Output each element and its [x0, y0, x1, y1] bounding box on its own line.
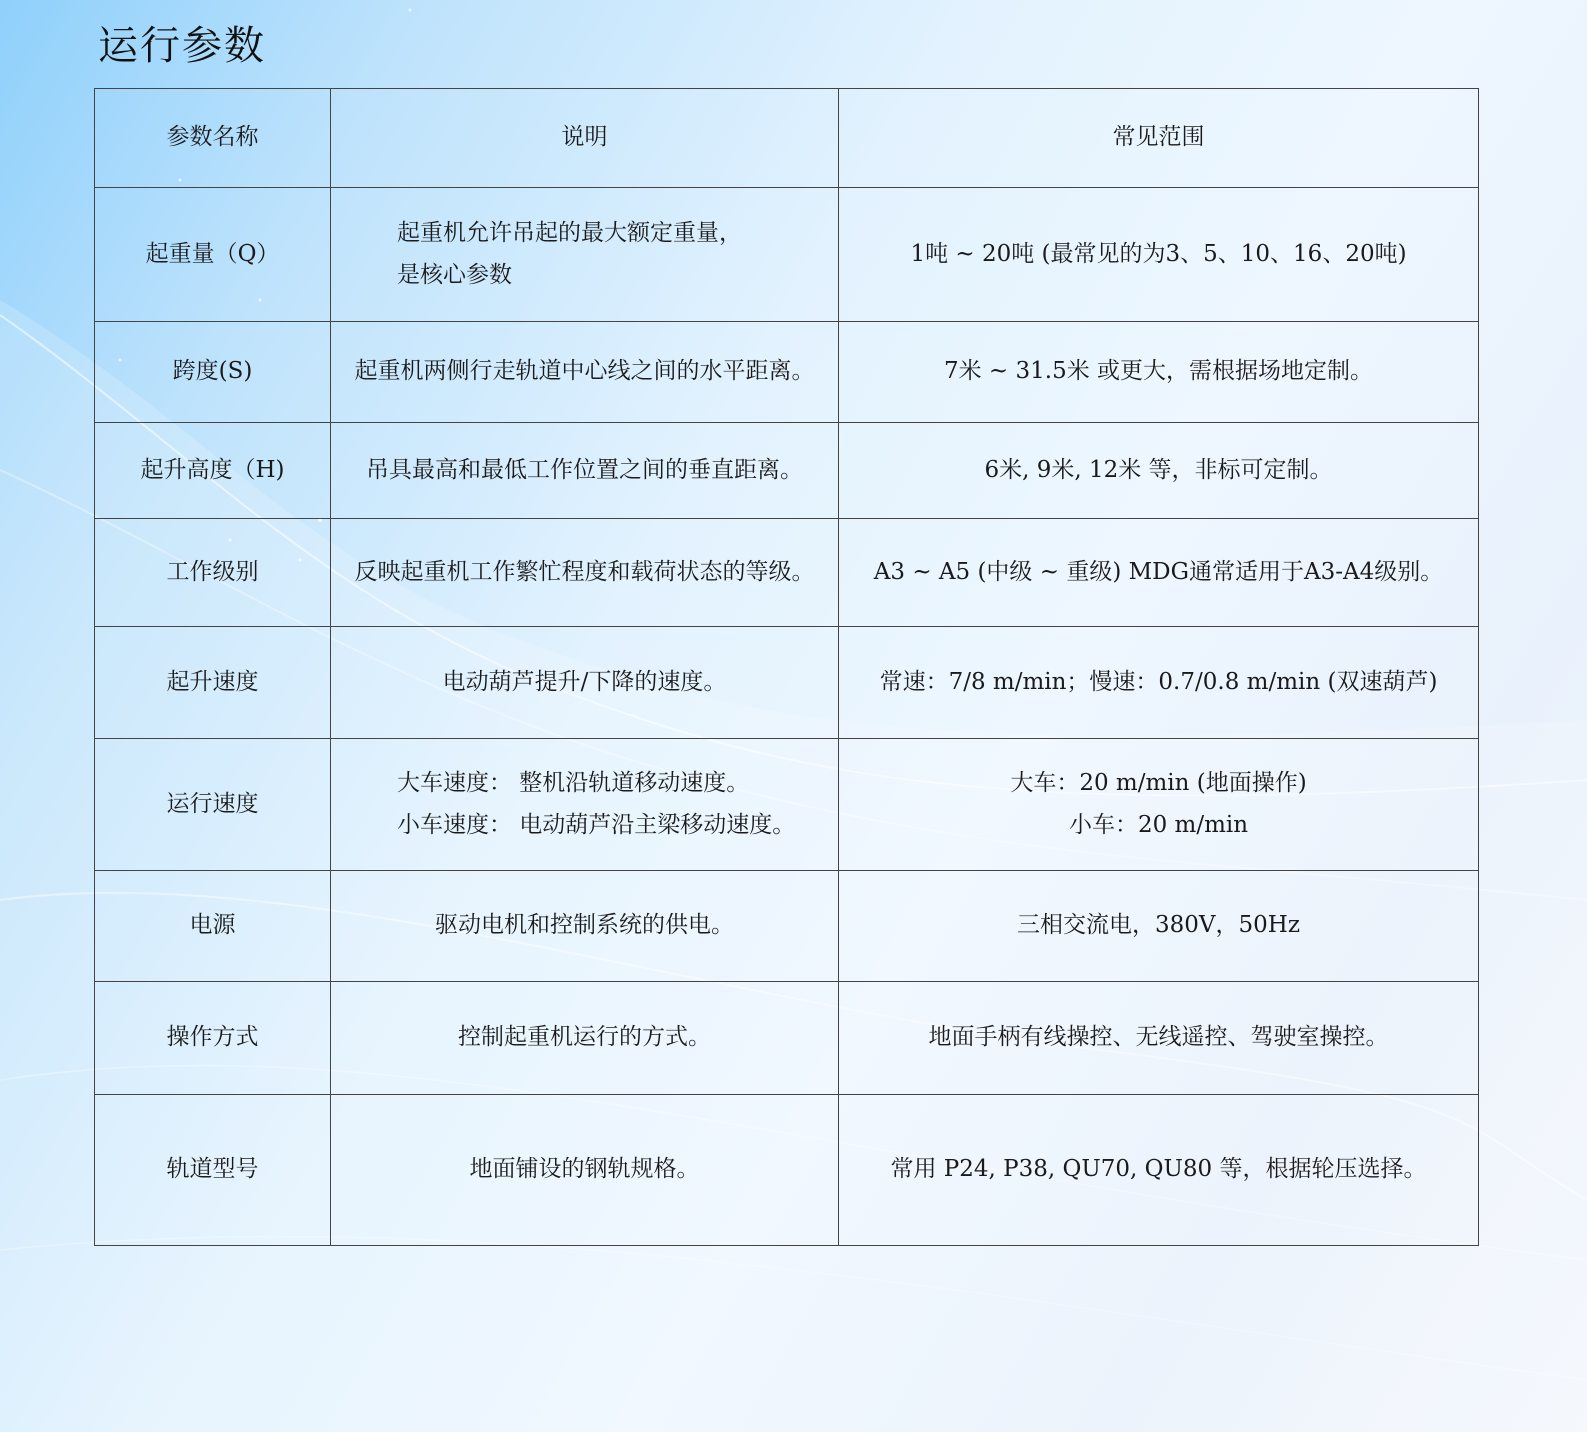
table-row — [95, 871, 1479, 982]
description-line: 起重机两侧行走轨道中心线之间的水平距离。 — [354, 358, 815, 385]
header-param-name: 参数名称 — [95, 89, 331, 188]
param-description — [331, 188, 839, 322]
param-name: 起重量（Q） — [95, 188, 331, 322]
table-row — [95, 627, 1479, 739]
range-line: 7米 ~ 31.5米 或更大，需根据场地定制。 — [943, 358, 1374, 385]
description-line: 电动葫芦提升/下降的速度。 — [442, 668, 727, 695]
description-line: 吊具最高和最低工作位置之间的垂直距离。 — [366, 456, 803, 483]
description-line: 反映起重机工作繁忙程度和载荷状态的等级。 — [354, 558, 815, 585]
table-row — [95, 739, 1479, 871]
param-name: 起升高度（H) — [95, 423, 331, 519]
range-line: 常用 P24, P38, QU70, QU80 等，根据轮压选择。 — [890, 1156, 1427, 1183]
description-line: 驱动电机和控制系统的供电。 — [435, 912, 734, 939]
param-range — [839, 627, 1479, 739]
param-description — [331, 982, 839, 1095]
range-line: 三相交流电，380V，50Hz — [1017, 912, 1300, 939]
header-common-range: 常见范围 — [839, 89, 1479, 188]
table-row — [95, 322, 1479, 423]
range-line: 地面手柄有线操控、无线遥控、驾驶室操控。 — [928, 1024, 1389, 1051]
param-description — [331, 739, 839, 871]
param-name: 运行速度 — [95, 739, 331, 871]
description-line: 是核心参数 — [397, 261, 512, 288]
description-line: 小车速度： 电动葫芦沿主梁移动速度。 — [397, 811, 796, 838]
table-header-row — [95, 89, 1479, 188]
param-description — [331, 519, 839, 627]
range-line: 常速：7/8 m/min；慢速：0.7/0.8 m/min (双速葫芦) — [879, 668, 1438, 695]
range-line: 小车：20 m/min — [1068, 811, 1249, 838]
param-range — [839, 519, 1479, 627]
range-line: 1吨 ~ 20吨 (最常见的为3、5、10、16、20吨) — [910, 240, 1407, 267]
param-name: 轨道型号 — [95, 1095, 331, 1246]
param-range — [839, 1095, 1479, 1246]
page-title: 运行参数 — [98, 23, 266, 69]
description-line: 控制起重机运行的方式。 — [458, 1024, 711, 1051]
parameters-table — [94, 88, 1479, 1246]
param-description — [331, 1095, 839, 1246]
param-range — [839, 982, 1479, 1095]
param-description — [331, 627, 839, 739]
header-description: 说明 — [331, 89, 839, 188]
table-row — [95, 188, 1479, 322]
param-description — [331, 423, 839, 519]
range-line: 6米, 9米, 12米 等，非标可定制。 — [984, 456, 1333, 483]
param-name: 起升速度 — [95, 627, 331, 739]
param-name: 电源 — [95, 871, 331, 982]
table-row — [95, 982, 1479, 1095]
param-range — [839, 322, 1479, 423]
range-line: 大车：20 m/min (地面操作) — [1010, 770, 1307, 797]
param-name: 跨度(S) — [95, 322, 331, 423]
description-line: 起重机允许吊起的最大额定重量， — [397, 220, 742, 247]
table-row — [95, 423, 1479, 519]
param-range — [839, 188, 1479, 322]
description-line: 地面铺设的钢轨规格。 — [469, 1156, 700, 1183]
param-range — [839, 739, 1479, 871]
param-range — [839, 423, 1479, 519]
param-description — [331, 322, 839, 423]
param-name: 操作方式 — [95, 982, 331, 1095]
param-range — [839, 871, 1479, 982]
param-description — [331, 871, 839, 982]
description-line: 大车速度： 整机沿轨道移动速度。 — [397, 770, 750, 797]
table-row — [95, 519, 1479, 627]
table-row — [95, 1095, 1479, 1246]
range-line: A3 ~ A5 (中级 ~ 重级) MDG通常适用于A3-A4级别。 — [873, 558, 1444, 585]
param-name: 工作级别 — [95, 519, 331, 627]
